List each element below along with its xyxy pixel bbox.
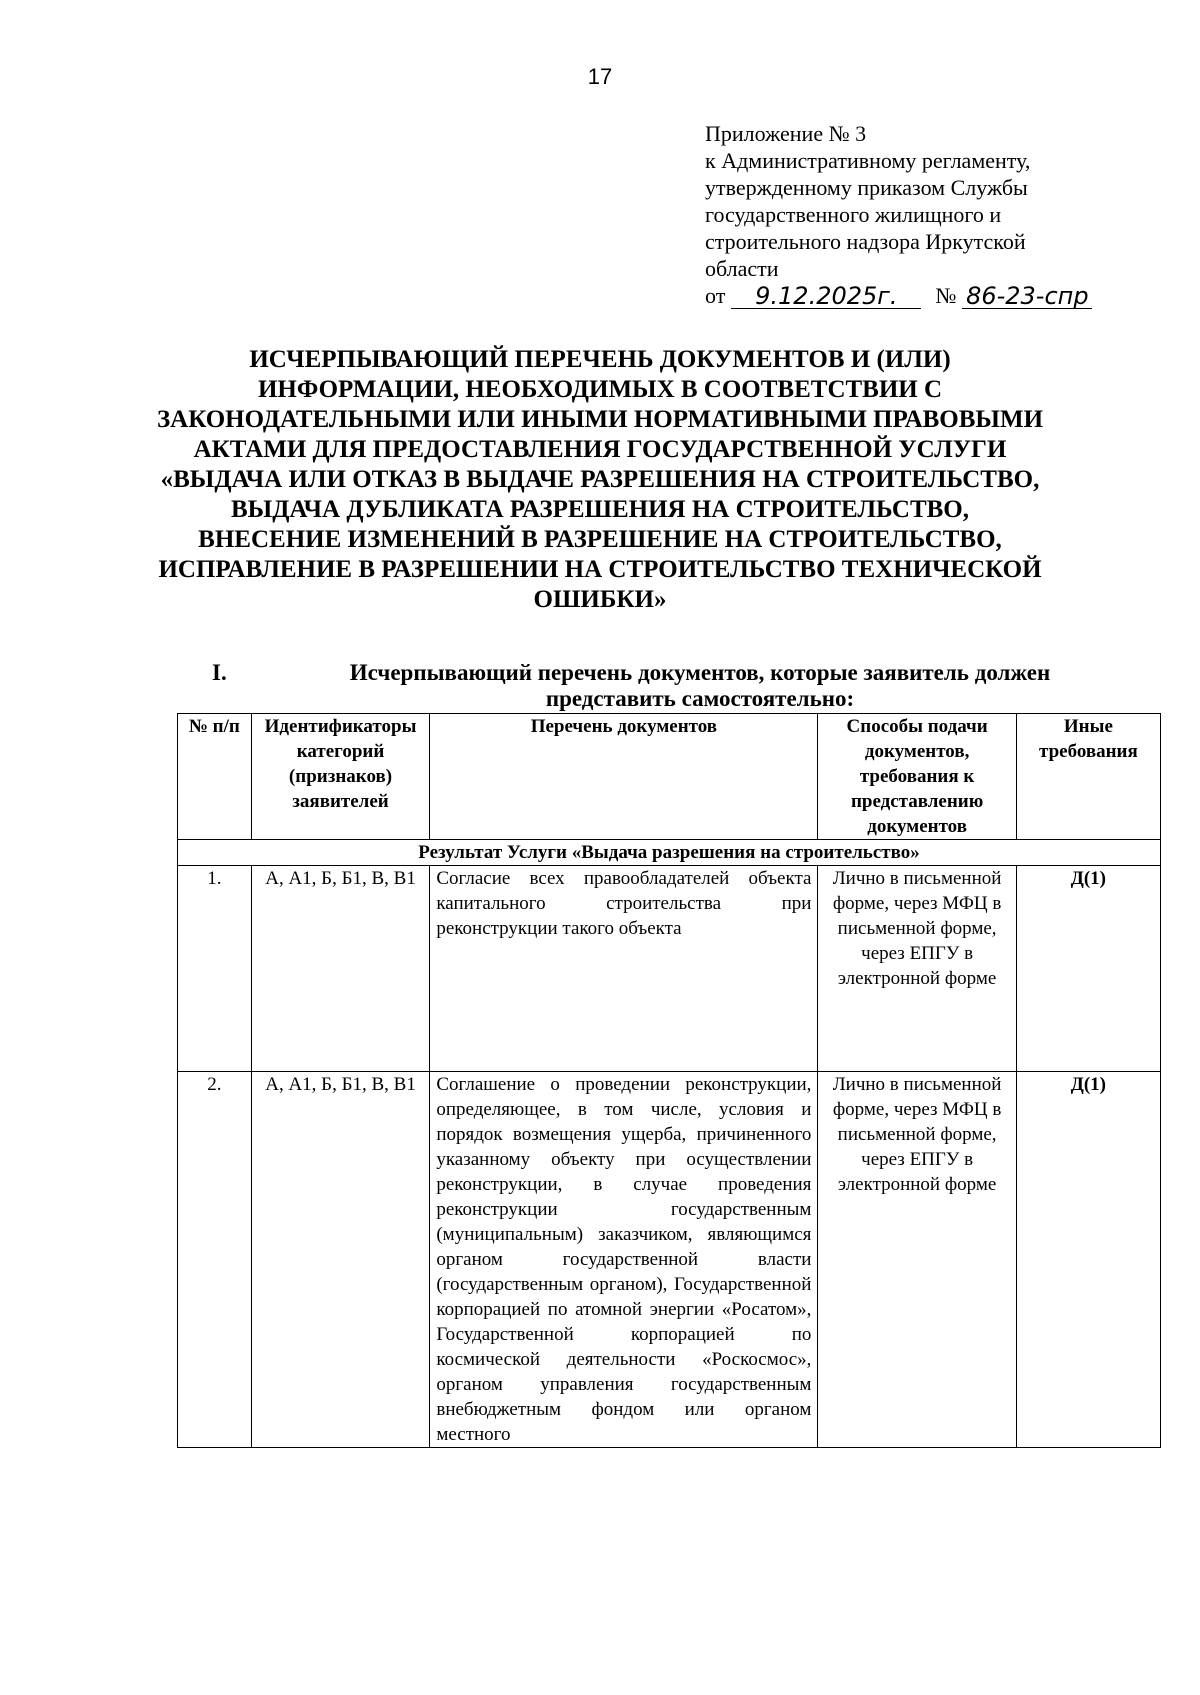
appendix-line: утвержденному приказом Службы <box>705 175 1028 200</box>
header-methods: Способы подачи документов, требования к представлению документов <box>818 714 1016 840</box>
appendix-line: строительного надзора Иркутской <box>705 229 1026 254</box>
title-line: ИНФОРМАЦИИ, НЕОБХОДИМЫХ В СООТВЕТСТВИИ С <box>257 376 943 403</box>
appendix-line: к Административному регламенту, <box>705 148 1031 173</box>
document-title <box>150 345 1050 615</box>
order-date-number-line <box>705 282 1145 309</box>
title-line: ВНЕСЕНИЕ ИЗМЕНЕНИЙ В РАЗРЕШЕНИЕ НА СТРОИТЕЛЬСТВО, <box>198 526 1002 553</box>
header-other: Иные требования <box>1016 714 1160 840</box>
handwritten-order-number: 86-23-спр <box>962 284 1092 309</box>
table-header-row <box>178 714 1161 840</box>
group-header-row <box>178 840 1161 866</box>
title-line: ОШИБКИ» <box>533 586 667 613</box>
section-title-line: Исчерпывающий перечень документов, которые заявитель должен <box>349 660 1051 685</box>
section-title-line: представить самостоятельно: <box>545 686 855 711</box>
row-identifiers: А, А1, Б, Б1, В, В1 <box>251 866 430 1072</box>
row-methods: Лично в письменной форме, через МФЦ в письменной форме, через ЕПГУ в электронной форме <box>818 1072 1016 1448</box>
row-other: Д(1) <box>1016 866 1160 1072</box>
row-document: Соглашение о проведении реконструкции, определяющее, в том числе, условия и порядок возмещения ущерба, причиненного указанному объекту при осуществлении реконструкции, в случае проведения реконструкции государственным (муниципальным) заказчиком, являющимся органом государственной власти (государственным органом), Государственной корпорацией по атомной энергии «Росатом», Государственной корпорацией по космической деятельности «Роскосмос», органом управления государственным внебюджетным фондом или органом местного <box>430 1072 818 1448</box>
section-number: I. <box>212 660 227 685</box>
row-identifiers: А, А1, Б, Б1, В, В1 <box>251 1072 430 1448</box>
table-row <box>178 866 1161 1072</box>
row-document: Согласие всех правообладателей объекта капитального строительства при реконструкции такого объекта <box>430 866 818 1072</box>
title-line: ИСЧЕРПЫВАЮЩИЙ ПЕРЕЧЕНЬ ДОКУМЕНТОВ И (ИЛИ) <box>249 346 951 373</box>
appendix-line: Приложение № 3 <box>705 121 867 146</box>
number-prefix: № <box>935 283 957 308</box>
title-line: АКТАМИ ДЛЯ ПРЕДОСТАВЛЕНИЯ ГОСУДАРСТВЕННОЙ УСЛУГИ <box>193 436 1007 463</box>
appendix-header <box>705 120 1145 309</box>
appendix-line: области <box>705 256 779 281</box>
row-num: 1. <box>178 866 252 1072</box>
handwritten-date: 9.12.2025г. <box>731 284 921 309</box>
appendix-line: государственного жилищного и <box>705 202 1002 227</box>
group-header: Результат Услуги «Выдача разрешения на строительство» <box>178 840 1161 866</box>
documents-table <box>177 713 1161 1448</box>
title-line: «ВЫДАЧА ИЛИ ОТКАЗ В ВЫДАЧЕ РАЗРЕШЕНИЯ НА СТРОИТЕЛЬСТВО, <box>160 466 1040 493</box>
page-number: 17 <box>587 64 613 89</box>
header-num: № п/п <box>178 714 252 840</box>
table-row <box>178 1072 1161 1448</box>
date-prefix: от <box>705 283 726 308</box>
title-line: ИСПРАВЛЕНИЕ В РАЗРЕШЕНИИ НА СТРОИТЕЛЬСТВО ТЕХНИЧЕСКОЙ <box>158 556 1042 583</box>
row-other: Д(1) <box>1016 1072 1160 1448</box>
title-line: ЗАКОНОДАТЕЛЬНЫМИ ИЛИ ИНЫМИ НОРМАТИВНЫМИ ПРАВОВЫМИ <box>156 406 1044 433</box>
header-documents: Перечень документов <box>430 714 818 840</box>
row-methods: Лично в письменной форме, через МФЦ в письменной форме, через ЕПГУ в электронной форме <box>818 866 1016 1072</box>
row-num: 2. <box>178 1072 252 1448</box>
title-line: ВЫДАЧА ДУБЛИКАТА РАЗРЕШЕНИЯ НА СТРОИТЕЛЬСТВО, <box>230 496 969 523</box>
header-identifiers: Идентификаторы категорий (признаков) заявителей <box>251 714 430 840</box>
